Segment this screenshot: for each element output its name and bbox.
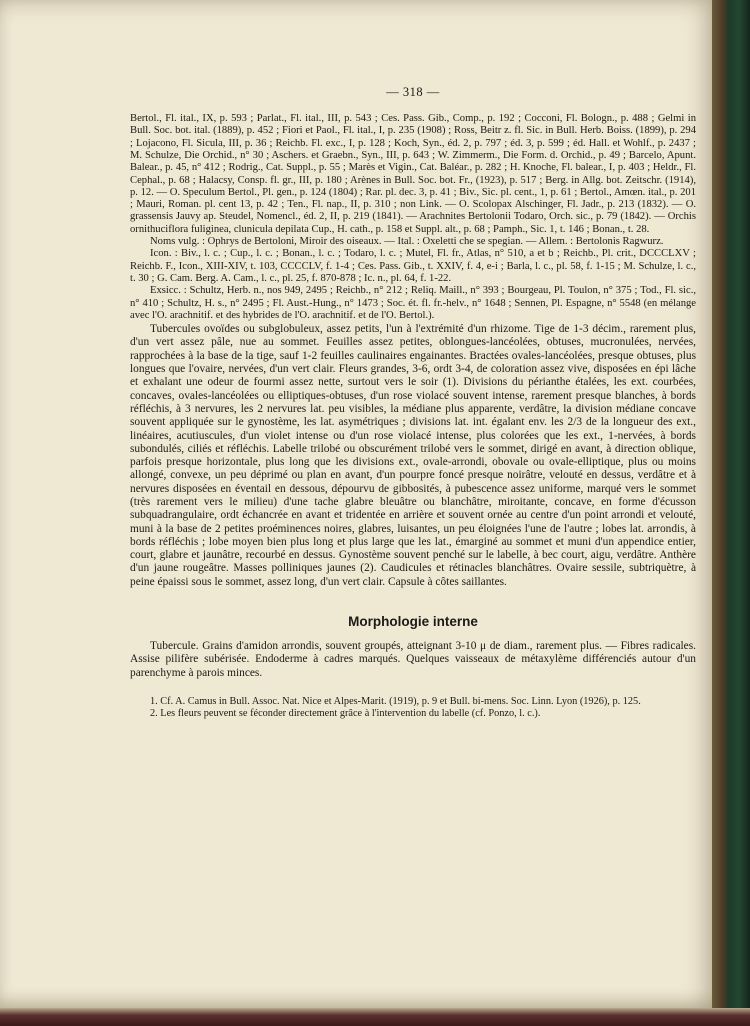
page-number: — 318 —	[386, 85, 440, 99]
page-bottom-edge	[0, 1008, 750, 1026]
page-content	[130, 86, 696, 720]
synonymy-paragraph: Bertol., Fl. ital., IX, p. 593 ; Parlat., Fl. ital., III, p. 543 ; Ces. Pass. Gib., Comp., p. 192 ; Cocconi, Fl. Bologn., p. 488 ; Gelmi in Bull. Soc. bot. ital. (1889), p. 452 ; Fiori et Paol., Fl. ital., I, p. 235 (1908) ; Ross, Beitr z. fl. Sic. in Bull. Herb. Boiss. (1899), p. 294 ; Lojacono, Fl. Sicula, III, p. 36 ; Reichb. Fl. exc., I, p. 128 ; Koch, Syn., éd. 2, p. 797 ; éd. 3, p. 599 ; éd. Hall. et Wohlf., p. 2437 ; M. Schulze, Die Orchid., n° 30 ; Aschers. et Graebn., Syn., III, p. 643 ; W. Zimmerm., Die Form. d. Orchid., p. 49 ; Barcelo, Apunt. Balear., p. 45, n° 412 ; Rodrig., Cat. Suppl., p. 55 ; Marès et Vigin., Cat. Baléar., p. 282 ; H. Knoche, Fl. balear., I, p. 403 ; Heldr., Fl. Cephal., p. 68 ; Halacsy, Consp. fl. gr., III, p. 180 ; Arènes in Bull. Soc. bot. Fr., (1923), p. 517 ; Berg. in Allg. bot. Zeitschr. (1914), p. 12. — O. Speculum Bertol., Pl. gen., p. 124 (1804) ; Rar. pl. dec. 3, p. 41 ; Biv., Sic. pl. cent., 1, p. 61 ; Bertol., Amœn. ital., p. 201 ; Mauri, Roman. pl. cent 13, p. 42 ; Ten., Fl. nap., II, p. 310 ; non Link. — O. Scolopax Alschinger, Fl. Jadr., p. 213 (1832). — O. grassensis Jauvy ap. Steudel, Nomencl., éd. 2, II, p. 219 (1841). — Arachnites Bertolonii Todaro, Orch. sic., p. 79 (1842). — Orchis ornithuciflora fuliginea, clunicula depilata Cup., H. cath., p. 158 et Suppl. alt., p. 68 ; Pamph., Sic. 1, t. 146 ; Bonan., t. 28.	[130, 113, 696, 235]
footnote-1: 1. Cf. A. Camus in Bull. Assoc. Nat. Nice et Alpes-Marit. (1919), p. 9 et Bull. bi-mens. Soc. Linn. Lyon (1926), p. 125.	[150, 696, 641, 708]
exsiccata-paragraph: Exsicc. : Schultz, Herb. n., nos 949, 2495 ; Reichb., n° 212 ; Reliq. Maill., n° 393 ; Bourgeau, Pl. Toulon, n° 375 ; Tod., Fl. sic., n° 410 ; Schultz, H. s., n° 2495 ; Fl. Aust.-Hung., n° 1473 ; Soc. ét. fl. fr.-helv., n° 1648 ; Sennen, Pl. Espagne, n° 5548 (en mélange avec l'O. arachnitif. et des hybrides de l'O. arachnitif. et de l'O. Bertol.).	[130, 285, 696, 321]
footnotes	[130, 696, 696, 720]
footnote-2: 2. Les fleurs peuvent se féconder directement grâce à l'intervention du labelle (cf. Ponzo, l. c.).	[150, 708, 541, 720]
internal-morphology-paragraph: Tubercule. Grains d'amidon arrondis, souvent groupés, atteignant 3-10 μ de diam., rarement plus. — Fibres radicales. Assise pilifère subérisée. Endoderme à cadres marqués. Quelques vaisseaux de métaxylème différenciés autour d'un parenchyme à parois minces.	[130, 640, 696, 679]
vernacular-names-paragraph: Noms vulg. : Ophrys de Bertoloni, Miroir des oiseaux. — Ital. : Oxeletti che se spegian. — Allem. : Bertolonis Ragwurz.	[150, 236, 664, 248]
description-paragraph: Tubercules ovoïdes ou subglobuleux, assez petits, l'un à l'extrémité d'un rhizome. Tige de 1-3 décim., rarement plus, d'un vert assez pâle, nue au sommet. Feuilles assez petites, oblongues-lancéolées, obtuses, mucronulées, nervées, rapprochées à la base de la tige, sauf 1-2 feuilles caulinaires engainantes. Bractées ovales-lancéolées, presque obtuses, plus longues que l'ovaire, nervées, d'un vert clair. Fleurs grandes, 3-6, ordt 3-4, de coloration assez vive, disposées en épi lâche et exhalant une odeur de fourmi assez nette, surtout vers le soir (1). Divisions du périanthe étalées, les ext. courbées, concaves, ovales-lancéolées ou elliptiques-obtuses, d'un rose violacé souvent intense, rarement presque blanches, à bords réfléchis, à 3 nervures, les 2 nervures lat. peu visibles, la médiane plus apparente, verdâtre, la division médiane concave souvent appliquée sur le gynostème, les lat. asymétriques ; divisions lat. int. égalant env. les 2/3 de la longueur des ext., linéaires, acutiuscules, d'un violet intense ou d'un rose violacé intense, plus colorées que les ext., 1-nervées, à bords subondulés, ciliés et réfléchis. Labelle trilobé ou obscurément trilobé vers le sommet, dirigé en avant, à direction oblique, parfois presque horizontale, plus long que les divisions ext., ovale-arrondi, obovale ou ovale-elliptique, plus ou moins allongé, convexe, un peu déprimé ou plan en avant, d'un pourpre foncé presque noirâtre, velouté en dessus, verdâtre et à nervures disposées en éventail en dessous, dépourvu de gibbosités, à pubescence assez uniforme, marqué vers le sommet (très rarement vers le milieu) d'une tache glabre bleuâtre ou blanchâtre, miroitante, concave, en forme d'écusson subquadrangulaire, ordt échancrée en avant et tridentée en arrière et souvent ornée au centre d'un point arrondi et velouté, muni à la base de 2 petites proéminences noires, glabres, luisantes, un peu éloignées l'une de l'autre ; lobes lat. arrondis, à bords réfléchis ; lobe moyen bien plus long et plus large que les lat., émarginé au sommet et muni d'un appendice entier, court, glabre et jaunâtre, recourbé en dessus. Gynostème souvent penché sur le labelle, à bec court, aigu, verdâtre. Anthère d'un jaune rougeâtre. Masses polliniques jaunes (2). Caudicules et rétinacles blanchâtres. Ovaire sessile, subtriquètre, à peine épaissi sous le sommet, assez long, d'un vert clair. Capsule à côtes saillantes.	[130, 323, 696, 588]
section-title: Morphologie interne	[348, 614, 478, 630]
iconography-paragraph: Icon. : Biv., l. c. ; Cup., l. c. ; Bonan., l. c. ; Todaro, l. c. ; Mutel, Fl. fr., Atlas, n° 510, a et b ; Reichb., Pl. crit., DCCCLXV ; Reichb. F., Icon., XIII-XIV, t. 103, CCCCLV, f. 1-4 ; Ces. Pass. Gib., t. XXIV, f. 4, e-i ; Barla, l. c., pl. 58, f. 1-15 ; M. Schulze, l. c., t. 30 ; G. Cam. Berg. A. Cam., l. c., pl. 25, f. 870-878 ; Ic. n., pl. 64, f. 1-22.	[130, 248, 696, 284]
book-spine	[712, 0, 750, 1026]
